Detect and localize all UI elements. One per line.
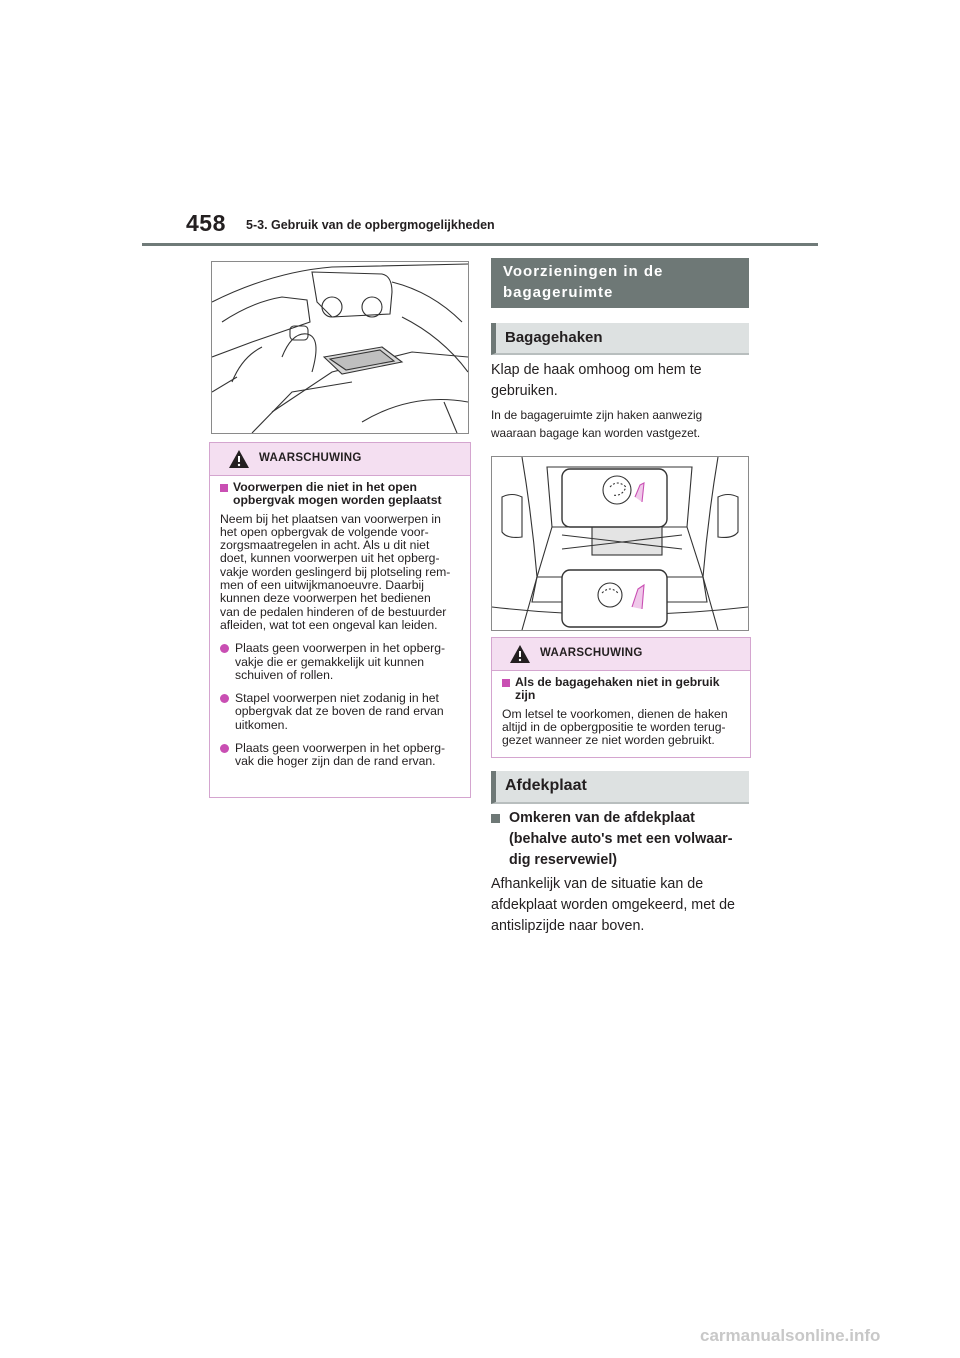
square-bullet-icon — [220, 484, 228, 492]
warning-header — [210, 443, 470, 476]
warning-heading: Voorwerpen die niet in het open opbergvak mogen worden geplaatst — [233, 480, 442, 508]
bullet-line: opbergvak dat ze boven de rand ervan — [235, 704, 444, 719]
intro-line: doet, kunnen voorwerpen uit het opberg- — [220, 551, 440, 566]
page-number: 458 — [186, 210, 226, 236]
warning-bullet — [220, 742, 460, 769]
hooks-body — [491, 360, 751, 402]
section-heading — [491, 258, 749, 308]
cover-heading-line: Omkeren van de afdekplaat — [509, 810, 695, 826]
square-bullet-icon — [502, 679, 510, 687]
warning-body — [502, 708, 740, 748]
console-figure — [211, 261, 469, 434]
intro-line: het open opbergvak de volgende voor- — [220, 524, 429, 539]
body-line: afdekplaat worden omgekeerd, met de — [491, 897, 735, 913]
warning-triangle-icon — [228, 449, 250, 469]
body-line: Afhankelijk van de situatie kan de — [491, 876, 704, 892]
body-line: antislipzijde naar boven. — [491, 918, 645, 934]
hooks-figure — [491, 456, 749, 631]
warning-body-line: altijd in de opbergpositie te worden terug- — [502, 719, 726, 734]
circle-bullet-icon — [220, 694, 229, 703]
warning-heading-row — [220, 481, 460, 508]
warning-header — [492, 638, 750, 671]
cover-heading-line: (behalve auto's met een volwaar- — [509, 831, 733, 847]
intro-line: kunnen deze voorwerpen het bedienen — [220, 591, 431, 606]
bullet-line: Plaats geen voorwerpen in het opberg- — [235, 741, 446, 756]
bullet-line: Stapel voorwerpen niet zodanig in het — [235, 691, 439, 706]
bullet-line: Plaats geen voorwerpen in het opberg- — [235, 641, 446, 656]
bullet-line: vak die hoger zijn dan de rand ervan. — [235, 754, 436, 769]
section-heading-line: bagageruimte — [503, 284, 614, 301]
section-heading-line: Voorzieningen in de — [503, 263, 664, 280]
note-line: In de bagageruimte zijn haken aanwezig — [491, 408, 703, 422]
body-line: Klap de haak omhoog om hem te — [491, 362, 702, 378]
subheading-cover: Afdekplaat — [491, 771, 749, 804]
body-line: gebruiken. — [491, 383, 558, 399]
warning-bullet — [220, 692, 460, 732]
warning-body-line: Om letsel te voorkomen, dienen de haken — [502, 706, 728, 721]
warning-title: WAARSCHUWING — [259, 452, 362, 464]
warning-intro — [220, 513, 460, 633]
warning-box-hooks — [491, 637, 751, 758]
square-bullet-icon — [491, 814, 500, 823]
cover-item-row — [491, 808, 751, 871]
circle-bullet-icon — [220, 744, 229, 753]
warning-title: WAARSCHUWING — [540, 647, 643, 659]
warning-body-line: gezet wanneer ze niet worden gebruikt. — [502, 733, 715, 748]
header-rule — [142, 243, 818, 246]
warning-bullet — [220, 642, 460, 682]
intro-line: Neem bij het plaatsen van voorwerpen in — [220, 511, 441, 526]
bullet-line: uitkomen. — [235, 717, 288, 732]
intro-line: vakje worden geslingerd bij plotseling rem- — [220, 564, 451, 579]
note-line: waaraan bagage kan worden vastgezet. — [491, 426, 701, 440]
cover-body — [491, 874, 751, 937]
watermark: carmanualsonline.info — [700, 1326, 881, 1345]
intro-line: zorgsmaatregelen in acht. Als u dit niet — [220, 538, 430, 553]
intro-line: men of een uitwijkmanoeuvre. Daarbij — [220, 578, 424, 593]
warning-heading-line: zijn — [515, 688, 536, 703]
warning-heading-line: Als de bagagehaken niet in gebruik — [515, 675, 720, 689]
intro-line: afleiden, wat tot een ongeval kan leiden. — [220, 617, 438, 632]
section-title: 5-3. Gebruik van de opbergmogelijkheden — [246, 218, 495, 232]
subheading-hooks: Bagagehaken — [491, 323, 749, 355]
bullet-line: schuiven of rollen. — [235, 667, 334, 682]
bullet-line: vakje die er gemakkelijk uit kunnen — [235, 654, 425, 669]
hooks-note — [491, 406, 751, 442]
cover-heading-line: dig reservewiel) — [509, 852, 618, 868]
warning-box-storage — [209, 442, 471, 798]
warning-triangle-icon — [509, 644, 531, 664]
cover-item — [491, 808, 751, 871]
circle-bullet-icon — [220, 644, 229, 653]
warning-heading-row — [502, 676, 740, 703]
intro-line: van de pedalen hinderen of de bestuurder — [220, 604, 447, 619]
